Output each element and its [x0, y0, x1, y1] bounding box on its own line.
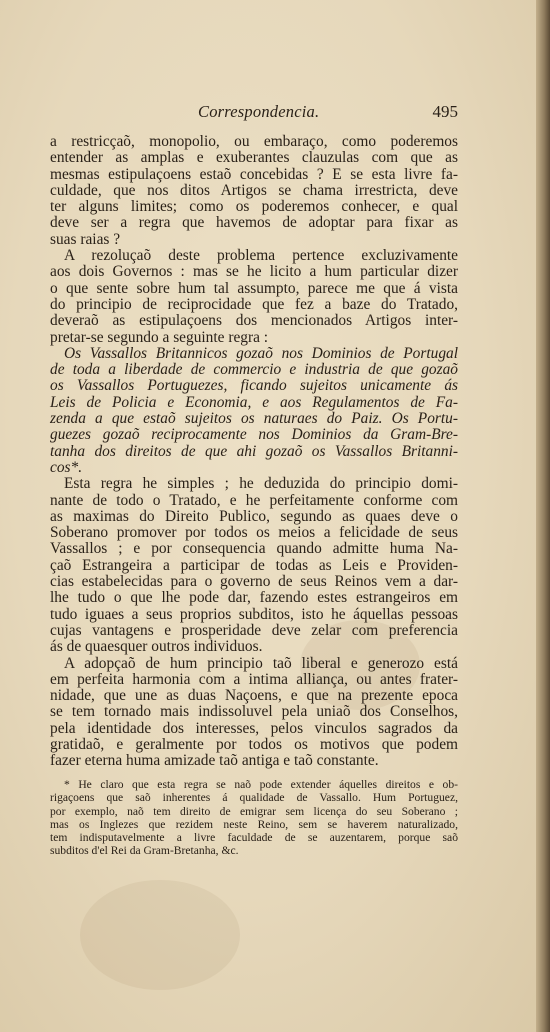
paper-stain: [80, 880, 240, 990]
footnote: [50, 778, 458, 858]
body-line: zenda a que estaõ sujeitos os naturaes do Paiz. Os Portu-: [50, 410, 458, 428]
body-line: Os Vassallos Britannicos gozaõ nos Dominios de Portugal: [64, 344, 458, 362]
body-line: nante de todo o Tratado, e he perfeitamente conforme com: [50, 491, 458, 509]
body-line: cos*.: [50, 458, 83, 476]
body-line: tudo iguaes a seus proprios subditos, isto he áquellas pessoas: [50, 605, 458, 623]
body-text: [50, 134, 458, 770]
running-header: [48, 102, 458, 126]
body-line: em perfeita harmonia com a intima alliança, ou antes frater-: [50, 670, 458, 688]
body-line: guezes gozaõ reciprocamente nos Dominios da Gram-Bre-: [50, 426, 458, 444]
body-line: cujas vantagens e prosperidade deve zelar com preferencia: [50, 621, 458, 639]
body-line: Esta regra he simples ; he deduzida do principio domi-: [64, 475, 458, 493]
footnote-line: subditos d'el Rei da Gram-Bretanha, &c.: [50, 844, 239, 858]
body-line: tanha dos direitos de que ahi gozaõ os Vassallos Britanni-: [50, 442, 458, 460]
footnote-line: tem indisputavelmente a livre faculdade de se auzentarem, porque saõ: [50, 831, 458, 845]
body-line: de toda a liberdade de commercio e industria de que gozaõ: [50, 361, 458, 379]
body-line: suas raias ?: [50, 230, 121, 248]
body-line: nidade, que une as duas Naçoens, e que na prezente epoca: [50, 687, 458, 705]
footnote-line: mas os Inglezes que rezidem neste Reino, sem se haverem naturalizado,: [50, 817, 458, 831]
body-line: fazer eterna huma amizade taõ antiga e taõ constante.: [50, 752, 379, 770]
body-line: Vassallos ; e por consequencia quando admitte huma Na-: [50, 540, 458, 558]
body-line: a restricçaõ, monopolio, ou embaraço, como poderemos: [50, 133, 458, 150]
body-line: entender as amplas e exuberantes clauzulas com que as: [50, 149, 458, 167]
body-line: se tem tornado mais indissoluvel pela uniaõ dos Conselhos,: [50, 703, 458, 721]
body-line: cias estabelecidas para o governo de seus Reinos vem a dar-: [50, 573, 458, 591]
book-gutter: [536, 0, 550, 1032]
footnote-line: por exemplo, naõ tem direito de emigrar sem licença do seu Soberano ;: [50, 804, 458, 818]
body-line: do principio de reciprocidade que fez a baze do Tratado,: [50, 295, 458, 313]
body-line: culdade, que nos ditos Artigos se chama irrestricta, deve: [50, 181, 458, 199]
body-line: lhe tudo o que lhe pode dar, fazendo estes estrangeiros em: [50, 589, 458, 607]
body-line: Leis de Policia e Economia, e aos Regulamentos de Fa-: [50, 393, 458, 411]
body-line: Soberano promover por todos os meios a felicidade de seus: [50, 524, 458, 542]
page-number: 495: [432, 102, 458, 121]
running-title: Correspondencia.: [198, 102, 320, 121]
body-line: A rezoluçaõ deste problema pertence excluzivamente: [64, 247, 458, 265]
footnote-line: * He claro que esta regra se naõ pode extender áquelles direitos e ob-: [64, 778, 458, 791]
body-line: pretar-se segundo a seguinte regra :: [50, 328, 269, 346]
body-line: deveraõ as estipulaçoens dos mencionados Artigos inter-: [50, 312, 458, 330]
body-line: deve ser a regra que havemos de adoptar para fixar as: [50, 214, 458, 232]
footnote-line: rigaçoens que saõ inherentes á qualidade de Vassallo. Hum Portuguez,: [50, 791, 458, 805]
body-line: A adopçaõ de hum principio taõ liberal e generozo está: [64, 654, 458, 672]
body-line: as maximas do Direito Publico, segundo as quaes deve o: [50, 507, 458, 525]
body-line: mesmas estipulaçoens estaõ concebidas ? E se esta livre fa-: [50, 165, 458, 183]
body-line: os Vassallos Portuguezes, ficando sujeitos unicamente ás: [50, 377, 458, 395]
body-line: ter alguns limites; como os poderemos conhecer, e qual: [50, 198, 458, 216]
body-line: o que sente sobre hum tal assumpto, parece me que á vista: [50, 279, 458, 297]
body-line: gratidaõ, e geralmente por todos os motivos que podem: [50, 735, 458, 753]
body-line: pela identidade dos interesses, pelos vinculos sagrados da: [50, 719, 458, 737]
body-line: aos dois Governos : mas se he licito a hum particular dizer: [50, 263, 458, 281]
body-line: çaõ Estrangeira a participar de todas as Leis e Providen-: [50, 556, 458, 574]
body-line: ás de quaesquer outros individuos.: [50, 638, 263, 656]
